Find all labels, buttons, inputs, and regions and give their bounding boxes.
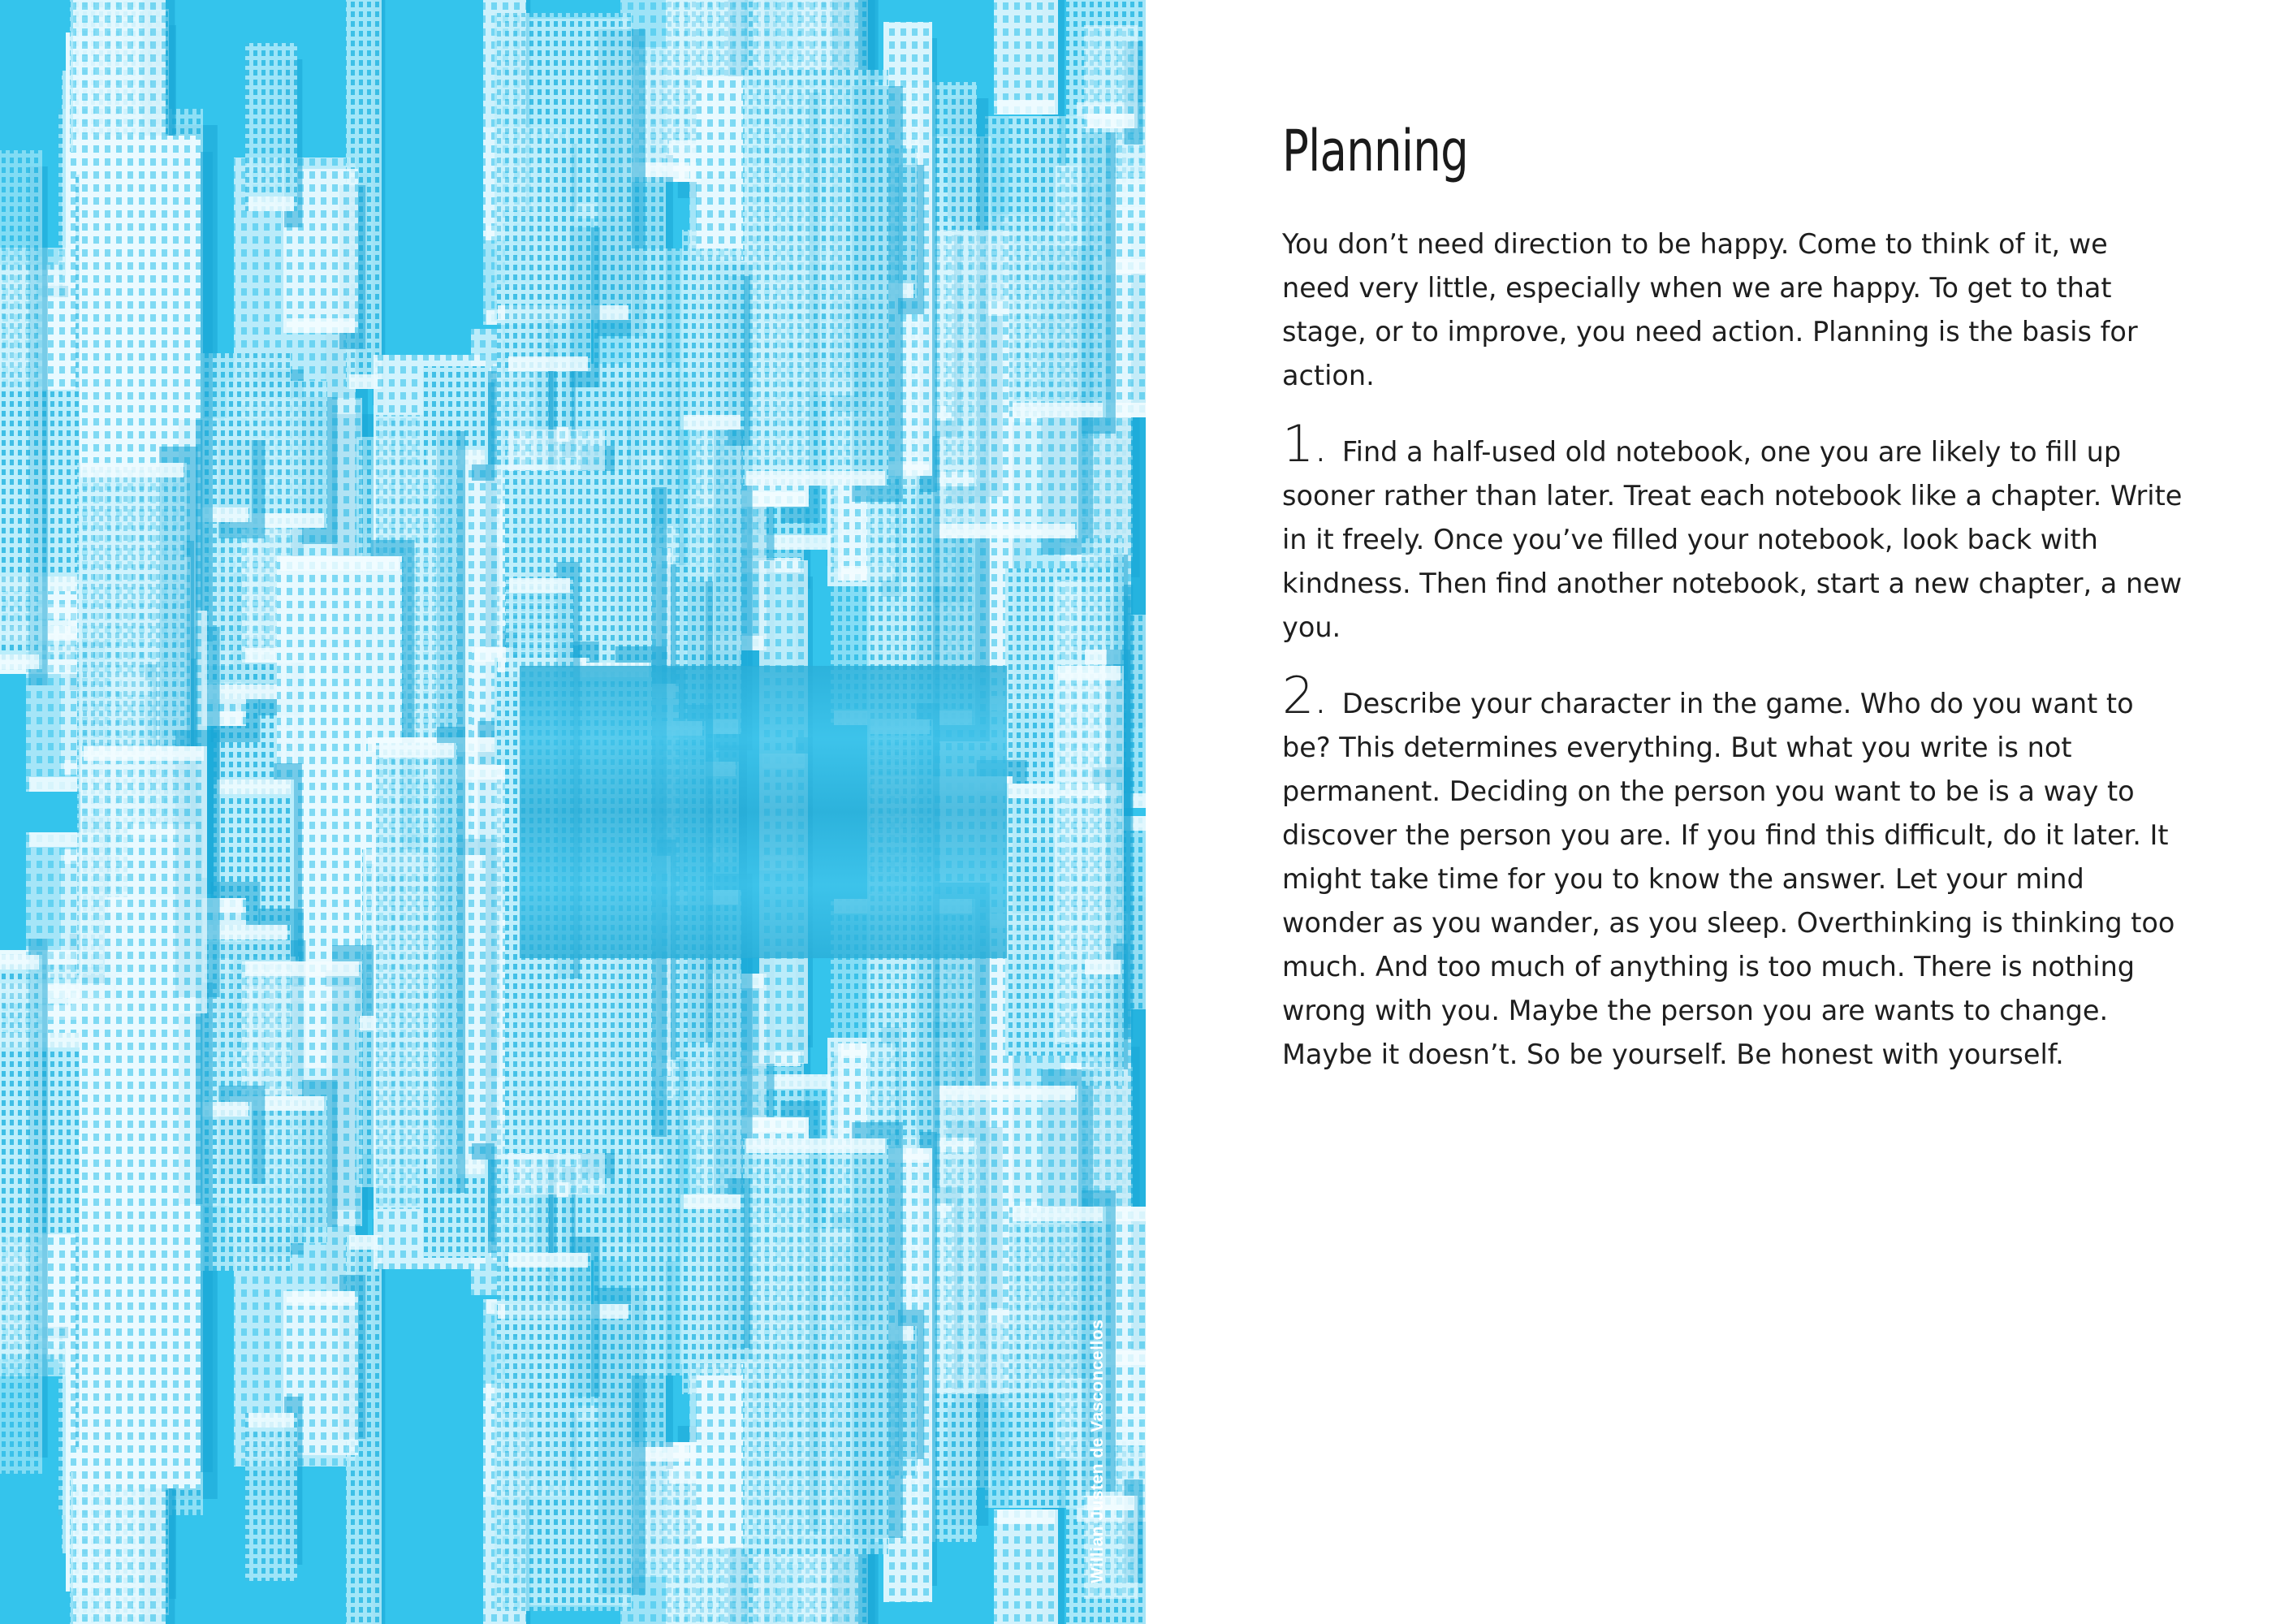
building xyxy=(1082,538,1124,664)
building-roof xyxy=(1087,114,1134,128)
text-page xyxy=(1146,0,2289,1624)
building xyxy=(1009,116,1106,417)
building xyxy=(994,1510,1058,1624)
building-roof xyxy=(248,197,294,211)
building xyxy=(1082,960,1124,1086)
intro-paragraph: You don’t need direction to be happy. Come to think of it, we need very little, especially when we are happy. To get to that stage, or to improve, you need action. Planning is the basis for action. xyxy=(1282,228,2138,391)
building xyxy=(80,746,207,1013)
building xyxy=(245,43,297,211)
building-roof xyxy=(684,415,741,430)
building-roof xyxy=(217,780,291,794)
building-roof xyxy=(933,1086,1075,1100)
step-1-text: Find a half-used old notebook, one you are likely to fill up sooner rather than later. Treat each notebook like a chapter. Write in it freely. Once you’ve filled your notebook, look back with kindness. Then find another notebook, start a new chapter, a new you. xyxy=(1282,436,2183,643)
article-body xyxy=(1282,222,2183,1109)
building xyxy=(743,1138,888,1554)
building-roof xyxy=(248,1413,294,1427)
building-roof xyxy=(997,100,1055,114)
step-1-number: 1. xyxy=(1282,414,1328,473)
photo-credit: Willian Justen de Vasconcellos xyxy=(1088,1319,1107,1583)
building-roof xyxy=(509,578,570,593)
building xyxy=(680,260,744,430)
building-roof xyxy=(0,955,39,970)
building xyxy=(1084,25,1138,128)
step-2-paragraph xyxy=(1282,666,2183,1077)
building-roof xyxy=(746,471,885,486)
building-roof xyxy=(1013,1207,1103,1221)
building-roof xyxy=(0,654,39,669)
building-roof xyxy=(84,746,204,761)
building xyxy=(0,955,42,1474)
building-roof xyxy=(684,1194,741,1209)
building-roof xyxy=(508,356,588,371)
step-2-text: Describe your character in the game. Who do you want to be? This determines everything. But what you write is not permanent. Deciding on the person you want to be is a way to discover the person you are. If you find this difficult, do it later. It might take time for you to know the answer. Let your mind wonder as you wander, as you sleep. Overthinking is thinking too much. And too much of anything is too much. There is nothing wrong with you. Maybe the person you are wants to change. Maybe it doesn’t. So be yourself. Be honest with yourself. xyxy=(1282,688,2175,1070)
building-roof xyxy=(746,1138,885,1153)
step-2-number: 2. xyxy=(1282,666,1328,725)
building xyxy=(505,1253,591,1413)
building-roof xyxy=(379,743,454,758)
building xyxy=(505,211,591,371)
building-roof xyxy=(508,1253,588,1268)
building xyxy=(994,0,1058,114)
page-title: Planning xyxy=(1282,118,1468,184)
building xyxy=(0,150,42,669)
building xyxy=(376,743,457,1209)
building-roof xyxy=(1013,403,1103,417)
building-roof xyxy=(1058,666,1121,680)
building xyxy=(245,1413,297,1581)
building-roof xyxy=(997,1510,1055,1524)
building xyxy=(680,1194,744,1364)
step-1-paragraph xyxy=(1282,414,2183,650)
building-roof xyxy=(1085,960,1121,974)
building-roof xyxy=(933,524,1075,538)
building-roof xyxy=(245,961,359,976)
building-roof xyxy=(287,318,355,333)
building-roof xyxy=(80,463,184,477)
building-roof xyxy=(280,556,399,571)
building-roof xyxy=(287,1291,355,1306)
building xyxy=(743,70,888,486)
